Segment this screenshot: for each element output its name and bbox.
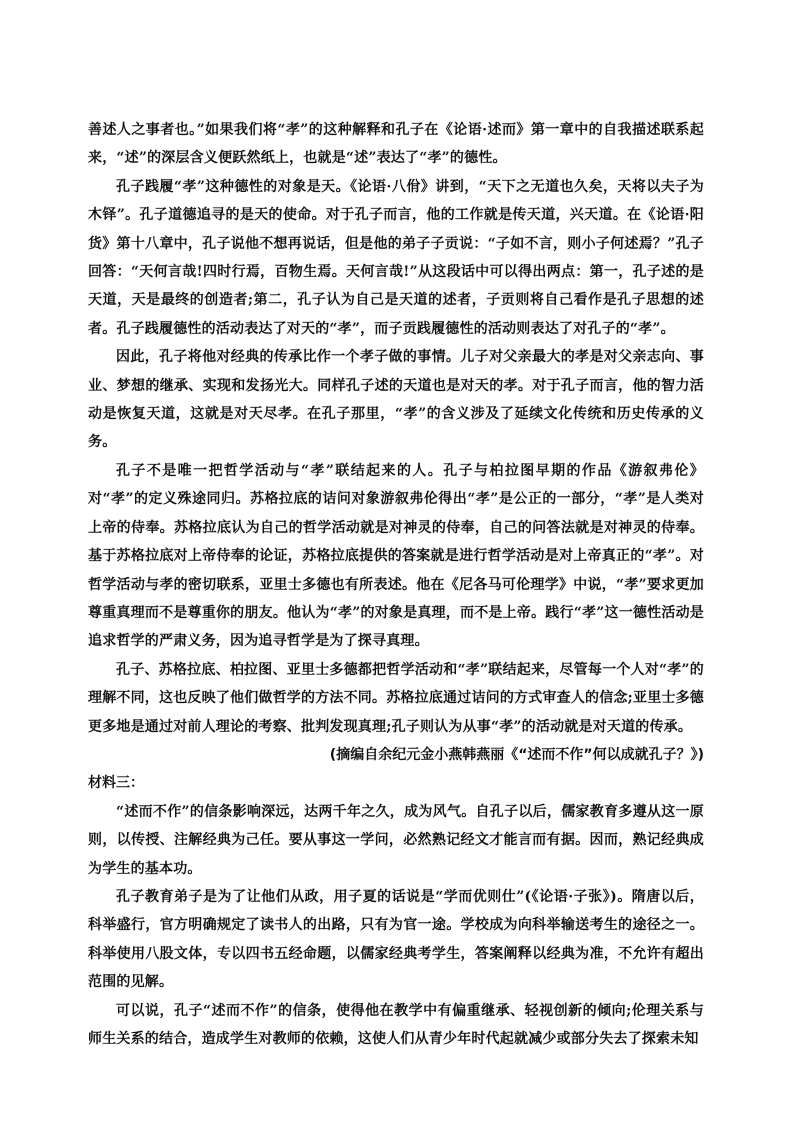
paragraph-1: 善述人之事者也。”如果我们将“孝”的这种解释和孔子在《论语·述而》第一章中的自我描述联系起来，“述”的深层含义便跃然纸上，也就是“述”表达了“孝”的德性。 <box>88 122 704 167</box>
paragraph-4: 孔子不是唯一把哲学活动与“孝”联结起来的人。孔子与柏拉图早期的作品《游叙弗伦》对“孝”的定义殊途同归。苏格拉底的诘问对象游叙弗伦得出“孝”是公正的一部分，“孝”是人类对上帝的侍奉。苏格拉底认为自己的哲学活动就是对神灵的侍奉，自己的问答法就是对神灵的侍奉。基于苏格拉底对上帝侍奉的论证，苏格拉底提供的答案就是进行哲学活动是对上帝真正的“孝”。对哲学活动与孝的密切联系，亚里士多德也有所表述。他在《尼各马可伦理学》中说，“孝”要求更加尊重真理而不是尊重你的朋友。他认为“孝”的对象是真理，而不是上帝。践行“孝”这一德性活动是追求哲学的严肃义务，因为追寻哲学是为了探寻真理。 <box>88 462 704 650</box>
paragraph-5: 孔子、苏格拉底、柏拉图、亚里士多德都把哲学活动和“孝”联结起来，尽管每一个人对“孝”的理解不同，这也反映了他们做哲学的方法不同。苏格拉底通过诘问的方式审查人的信念;亚里士多德更多地是通过对前人理论的考察、批判发现真理;孔子则认为从事“孝”的活动就是对天道的传承。 <box>88 661 704 735</box>
paragraph-3: 因此，孔子将他对经典的传承比作一个孝子做的事情。儿子对父亲最大的孝是对父亲志向、事业、梦想的继承、实现和发扬光大。同样孔子述的天道也是对天的孝。对于孔子而言，他的智力活动是恢复天道，这就是对天尽孝。在孔子那里，“孝”的含义涉及了延续文化传统和历史传承的义务。 <box>88 349 704 451</box>
paragraph-7: 孔子教育弟子是为了让他们从政，用子夏的话说是“学而优则仕”(《论语·子张》)。隋唐以后，科举盛行，官方明确规定了读书人的出路，只有为官一途。学校成为向科举输送考生的途径之一。科举使用八股文体，专以四书五经命题，以儒家经典考学生，答案阐释以经典为准，不允许有超出范围的见解。 <box>88 888 704 991</box>
document-page <box>88 116 704 1053</box>
source-citation: (摘编自余纪元金小燕韩燕丽《“述而不作”何以成就孔子？》) <box>329 746 704 763</box>
paragraph-6: “述而不作”的信条影响深远，达两千年之久，成为风气。自孔子以后，儒家教育多遵从这一原则，以传授、注解经典为己任。要从事这一学问，必然熟记经文才能言而有据。因而，熟记经典成为学生的基本功。 <box>88 803 704 877</box>
section-label-material-3: 材料三： <box>88 775 144 792</box>
paragraph-8: 可以说，孔子“述而不作”的信条，使得他在教学中有偏重继承、轻视创新的倾向;伦理关系与师生关系的结合，造成学生对教师的依赖，这使人们从青少年时代起就减少或部分失去了探索未知 <box>88 1002 704 1047</box>
paragraph-2: 孔子践履“孝”这种德性的对象是天。《论语·八佾》讲到，“天下之无道也久矣，天将以夫子为木铎”。孔子道德追寻的是天的使命。对于孔子而言，他的工作就是传天道，兴天道。在《论语·阳货》第十八章中，孔子说他不想再说话，但是他的弟子子贡说：“子如不言，则小子何述焉？”孔子回答：“天何言哉!四时行焉，百物生焉。天何言哉!”从这段话中可以得出两点：第一，孔子述的是天道，天是最终的创造者;第二，孔子认为自己是天道的述者，子贡则将自己看作是孔子思想的述者。孔子践履德性的活动表达了对天的“孝”，而子贡践履德性的活动则表达了对孔子的“孝”。 <box>88 178 704 337</box>
